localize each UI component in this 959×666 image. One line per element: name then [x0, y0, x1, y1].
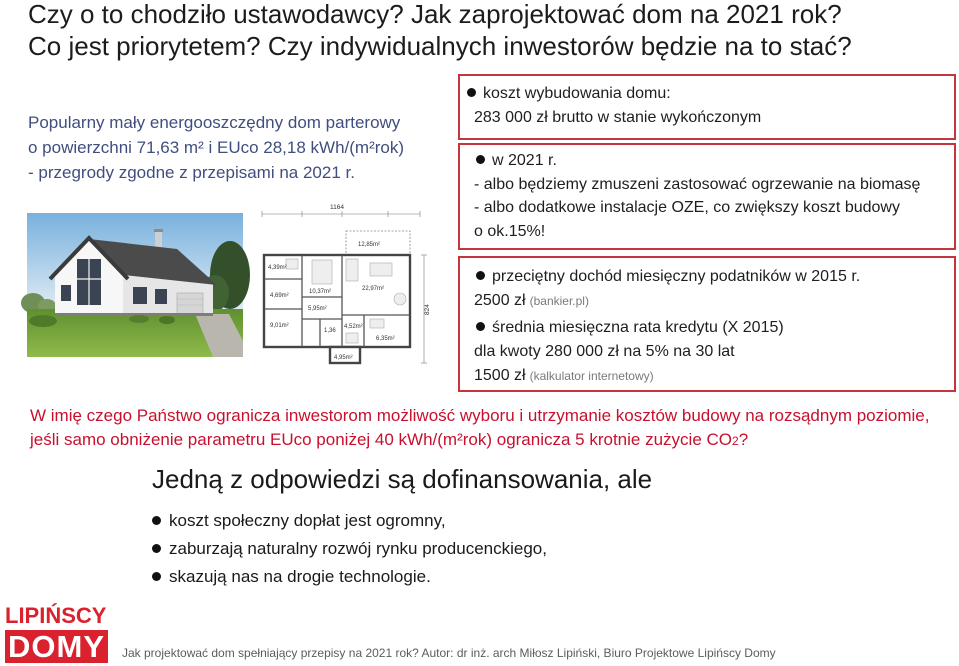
income-value: 2500 zł — [474, 292, 526, 309]
room-area-label: 9,01m² — [270, 323, 289, 329]
section-heading: Jedną z odpowiedzi są dofinansowania, ale — [152, 464, 653, 494]
bullet-icon — [476, 155, 485, 164]
co2-subscript: 2 — [732, 434, 739, 448]
regulation-option: - albo dodatkowe instalacje OZE, co zwiększy koszt budowy — [474, 199, 900, 216]
slide-title — [28, 0, 852, 62]
room-area-label: 22,97m² — [362, 286, 385, 292]
plan-width-dimension: 1164 — [330, 204, 344, 211]
logo-top-text: LIPIŃSCY — [5, 603, 107, 628]
house-description-line: Popularny mały energooszczędny dom parterowy — [28, 113, 401, 132]
bullet-icon — [467, 88, 476, 97]
room-area-label: 12,85m² — [358, 242, 381, 248]
room-area-label: 4,39m² — [268, 265, 287, 271]
bullet-icon — [152, 544, 161, 553]
room-area-label: 6,35m² — [376, 336, 395, 342]
logo-bottom-badge: DOMY — [5, 630, 108, 663]
floor-plan-drawing — [258, 197, 430, 382]
house-visualization-image — [27, 213, 243, 357]
cost-label: koszt wybudowania domu: — [483, 85, 671, 102]
drawbacks-list — [152, 507, 547, 591]
bullet-icon — [152, 572, 161, 581]
regulation-option: - albo będziemy zmuszeni zastosować ogrzewanie na biomasę — [474, 175, 921, 193]
room-area-label: 4,69m² — [270, 293, 289, 299]
list-item — [152, 507, 547, 535]
room-area-label: 4,52m² — [344, 324, 363, 330]
plan-depth-dimension: 824 — [424, 304, 431, 315]
cost-value: 283 000 zł brutto w stanie wykończonym — [474, 109, 762, 126]
regulation-cost-increase: o ok.15%! — [474, 222, 546, 240]
income-box — [458, 256, 956, 392]
income-box-line — [474, 316, 954, 340]
regulation-year: w 2021 r. — [492, 152, 557, 169]
room-area-label: 5,95m² — [308, 306, 327, 312]
list-item-text: koszt społeczny dopłat jest ogromny, — [169, 511, 446, 530]
regulation-box — [458, 143, 956, 250]
income-box-line — [474, 265, 954, 289]
red-question-text: jeśli samo obniżenie parametru EUco poniżej 40 kWh/(m²rok) ogranicza 5 krotnie zużycie CO — [30, 430, 733, 449]
regulation-box-line — [474, 149, 954, 173]
list-item-text: zaburzają naturalny rozwój rynku producenckiego, — [169, 539, 547, 558]
slide-title-line-2: Co jest priorytetem? Czy indywidualnych inwestorów będzie na to stać? — [28, 31, 852, 61]
cost-box-line — [465, 82, 954, 106]
income-box-line — [474, 289, 954, 313]
loan-label: średnia miesięczna rata kredytu (X 2015) — [492, 319, 784, 336]
room-area-label: 1,36 — [324, 328, 336, 334]
income-box-line — [474, 364, 954, 388]
income-label: przeciętny dochód miesięczny podatników w 2015 r. — [492, 268, 861, 285]
list-item — [152, 535, 547, 563]
house-description — [28, 110, 404, 185]
list-item — [152, 563, 547, 591]
bullet-icon — [476, 271, 485, 280]
loan-value: 1500 zł — [474, 367, 526, 384]
red-question — [30, 404, 929, 453]
loan-terms: dla kwoty 280 000 zł na 5% na 30 lat — [474, 343, 735, 360]
loan-source: (kalkulator internetowy) — [529, 369, 654, 383]
room-area-label: 10,37m² — [309, 289, 332, 295]
list-item-text: skazują nas na drogie technologie. — [169, 567, 431, 586]
cost-box — [458, 74, 956, 140]
red-question-line-2 — [30, 428, 929, 453]
house-description-line: o powierzchni 71,63 m² i EUco 28,18 kWh/(m²rok) — [28, 138, 405, 157]
slide-title-line-1: Czy o to chodziło ustawodawcy? Jak zaprojektować dom na 2021 rok? — [28, 0, 842, 29]
room-area-label: 4,95m² — [334, 355, 353, 361]
red-question-line-1: W imię czego Państwo ogranicza inwestorom możliwość wyboru i utrzymanie kosztów budowy na rozsądnym poziomie, — [30, 406, 930, 425]
income-source: (bankier.pl) — [529, 294, 589, 308]
bullet-icon — [476, 322, 485, 331]
footer-credits: Jak projektować dom spełniający przepisy na 2021 rok? Autor: dr inż. arch Miłosz Lipiński, Biuro Projektowe Lipińscy Domy — [122, 646, 776, 660]
question-mark: ? — [738, 430, 749, 449]
house-description-line: - przegrody zgodne z przepisami na 2021 r. — [28, 163, 355, 182]
bullet-icon — [152, 516, 161, 525]
